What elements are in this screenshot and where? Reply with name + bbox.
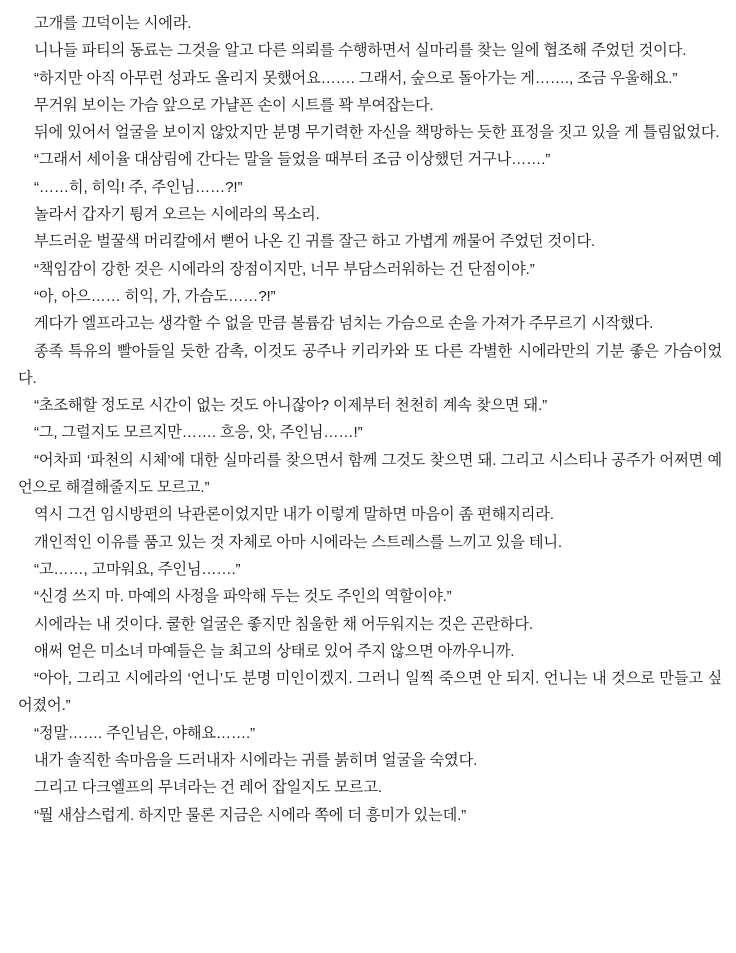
- paragraph: 그리고 다크엘프의 무녀라는 건 레어 잡일지도 모르고.: [33, 779, 382, 797]
- paragraph: “신경 쓰지 마. 마예의 사정을 파악해 두는 것도 주인의 역할이야.”: [33, 588, 452, 606]
- paragraph: 애써 얻은 미소녀 마예들은 늘 최고의 상태로 있어 주지 않으면 아까우니까.: [33, 642, 515, 660]
- paragraph: “하지만 아직 아무런 성과도 올리지 못했어요……. 그래서, 숲으로 돌아가는 게……., 조금 우울해요.”: [33, 69, 678, 87]
- paragraph: “그래서 세이율 대삼림에 간다는 말을 들었을 때부터 조금 이상했던 거구나…….”: [33, 151, 551, 169]
- paragraph: “……히, 히익! 주, 주인님……?!”: [33, 178, 243, 196]
- paragraph: 역시 그건 임시방편의 낙관론이었지만 내가 이렇게 말하면 마음이 좀 편해지리라.: [33, 506, 554, 524]
- paragraph: 놀라서 갑자기 튕겨 오르는 시에라의 목소리.: [33, 206, 320, 224]
- novel-body-text: [18, 10, 722, 829]
- paragraph: “초조해할 정도로 시간이 없는 것도 아니잖아? 이제부터 천천히 계속 찾으면 돼.”: [33, 397, 547, 415]
- paragraph: “고……, 고마워요, 주인님…….”: [33, 560, 241, 578]
- paragraph: “어차피 ‘파천의 시체’에 대한 실마리를 찾으면서 함께 그것도 찾으면 돼. 그리고 시스티나 공주가 어쩌면 예언으로 해결해줄지도 모르고.”: [18, 451, 722, 497]
- paragraph: 고개를 끄덕이는 시에라.: [33, 15, 192, 32]
- paragraph: 개인적인 이유를 품고 있는 것 자체로 아마 시에라는 스트레스를 느끼고 있을 테니.: [33, 533, 562, 551]
- paragraph: “정말……. 주인님은, 야해요…….”: [33, 724, 255, 742]
- paragraph: “아아, 그리고 시에라의 ‘언니’도 분명 미인이겠지. 그러니 일찍 죽으면 안 되지. 언니는 내 것으로 만들고 싶어졌어.”: [18, 670, 722, 715]
- paragraph: 니나들 파티의 동료는 그것을 알고 다른 의뢰를 수행하면서 실마리를 찾는 일에 협조해 주었던 것이다.: [33, 42, 687, 60]
- paragraph: “그, 그럴지도 모르지만……. 흐응, 앗, 주인님……!”: [33, 424, 363, 442]
- paragraph: “뭘 새삼스럽게. 하지만 물론 지금은 시에라 쪽에 더 흥미가 있는데.”: [33, 806, 467, 824]
- paragraph: “아, 아으…… 히익, 가, 가슴도……?!”: [33, 287, 276, 305]
- paragraph: 뒤에 있어서 얼굴을 보이지 않았지만 분명 무기력한 자신을 책망하는 듯한 표정을 짓고 있을 게 틀림없었다.: [33, 124, 720, 142]
- paragraph: 내가 솔직한 속마음을 드러내자 시에라는 귀를 붉히며 얼굴을 숙였다.: [33, 752, 478, 770]
- paragraph: 부드러운 벌꿀색 머리칼에서 뻗어 나온 긴 귀를 잘근 하고 가볍게 깨물어 주었던 것이다.: [33, 233, 596, 251]
- paragraph: 종족 특유의 빨아들일 듯한 감촉, 이것도 공주나 키리카와 또 다른 각별한 시에라만의 기분 좋은 가슴이었다.: [18, 342, 722, 387]
- paragraph: “책임감이 강한 것은 시에라의 장점이지만, 너무 부담스러워하는 건 단점이야.”: [33, 260, 535, 278]
- paragraph: 게다가 엘프라고는 생각할 수 없을 만큼 볼륨감 넘치는 가슴으로 손을 가져가 주무르기 시작했다.: [33, 315, 654, 333]
- paragraph: 무거워 보이는 가슴 앞으로 가냘픈 손이 시트를 꽉 부여잡는다.: [33, 96, 434, 114]
- paragraph: 시에라는 내 것이다. 쿨한 얼굴은 좋지만 침울한 채 어두워지는 것은 곤란하다.: [33, 615, 533, 633]
